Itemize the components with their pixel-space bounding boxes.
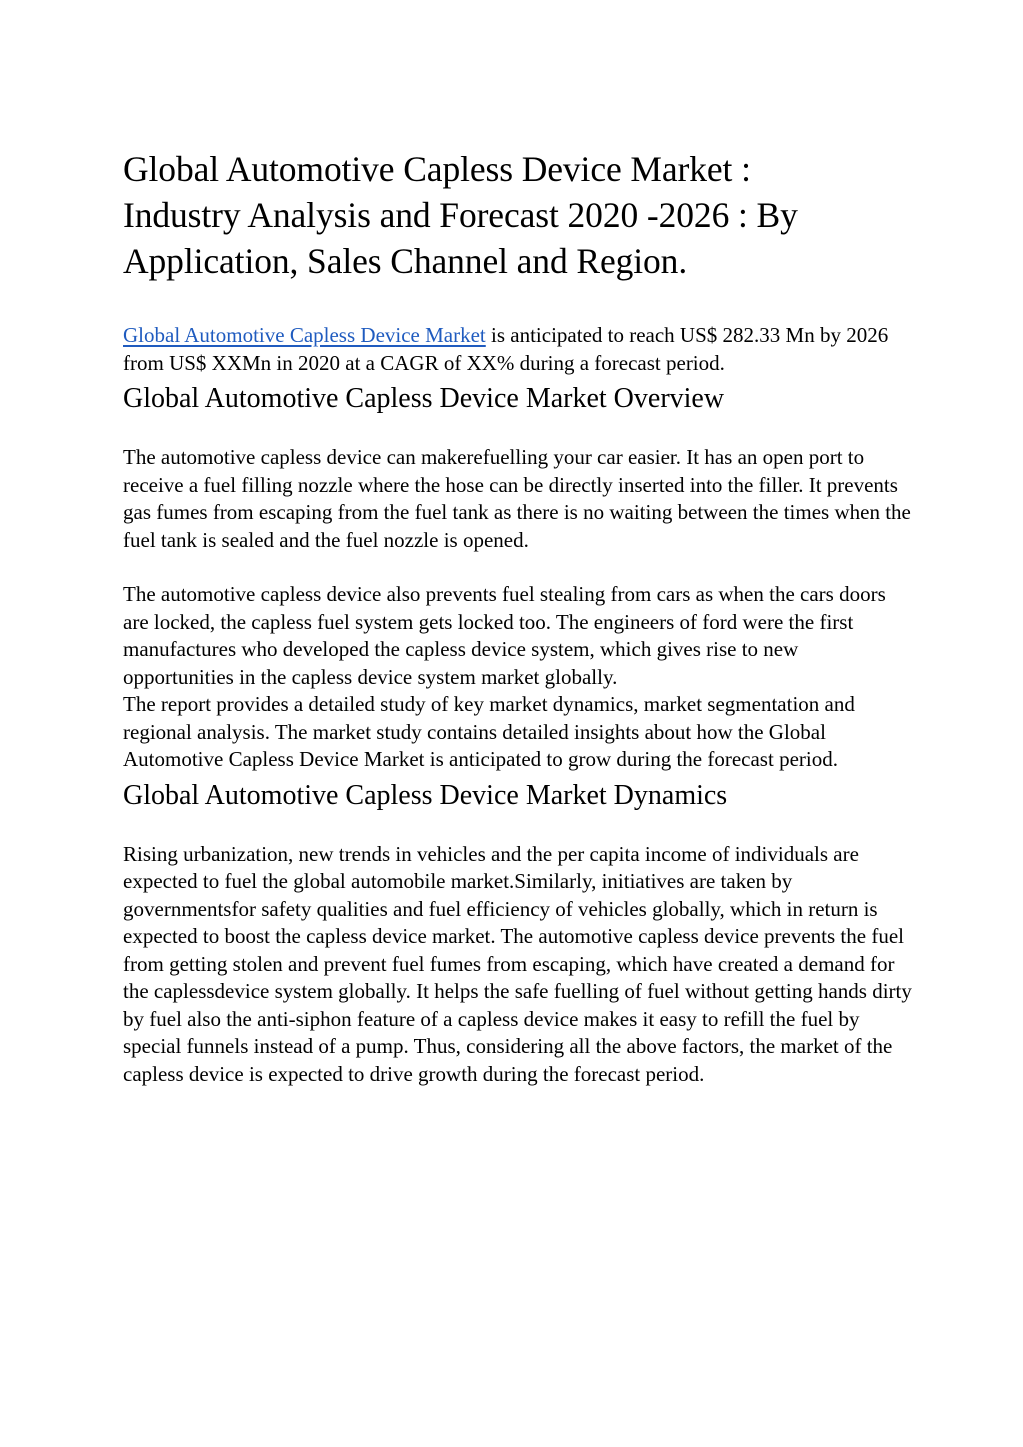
intro-paragraph (123, 322, 913, 377)
overview-paragraph: The report provides a detailed study of key market dynamics, market segmentation and regional analysis. The market study contains detailed insights about how the Global Automotive Capless Device Market is anticipated to grow during the forecast period. (123, 692, 855, 771)
title-line: Industry Analysis and Forecast 2020 -2026 : By (123, 195, 798, 235)
document-title (123, 146, 913, 284)
section-heading-dynamics: Global Automotive Capless Device Market Dynamics (123, 779, 728, 811)
overview-paragraph: The automotive capless device can makerefuelling your car easier. It has an open port to receive a fuel filling nozzle where the hose can be directly inserted into the filler. It prevents gas fumes from escaping from the fuel tank as there is no waiting between the times when the fuel tank is sealed and the fuel nozzle is opened. (123, 445, 911, 552)
title-line: Global Automotive Capless Device Market : (123, 149, 751, 189)
section-heading-overview: Global Automotive Capless Device Market Overview (123, 383, 725, 414)
market-report-link[interactable]: Global Automotive Capless Device Market (123, 323, 486, 347)
intro-text: is anticipated to reach US$ 282.33 Mn by 2026 from US$ XXMn in 2020 at a CAGR of XX% during a forecast period. (123, 323, 889, 375)
title-line: Application, Sales Channel and Region. (123, 241, 688, 281)
dynamics-paragraph: Rising urbanization, new trends in vehicles and the per capita income of individuals are expected to fuel the global automobile market.Similarly, initiatives are taken by governmentsfor safety qualities and fuel efficiency of vehicles globally, which in return is expected to boost the capless device market. The automotive capless device prevents the fuel from getting stolen and prevent fuel fumes from escaping, which have created a demand for the caplessdevice system globally. It helps the safe fuelling of fuel without getting hands dirty by fuel also the anti-siphon feature of a capless device makes it easy to refill the fuel by special funnels instead of a pump. Thus, considering all the above factors, the market of the capless device is expected to drive growth during the forecast period. (123, 841, 912, 1086)
overview-paragraph: The automotive capless device also prevents fuel stealing from cars as when the cars doors are locked, the capless fuel system gets locked too. The engineers of ford were the first manufactures who developed the capless device system, which gives rise to new opportunities in the capless device system market globally. (123, 582, 886, 689)
document-body (123, 146, 913, 1088)
